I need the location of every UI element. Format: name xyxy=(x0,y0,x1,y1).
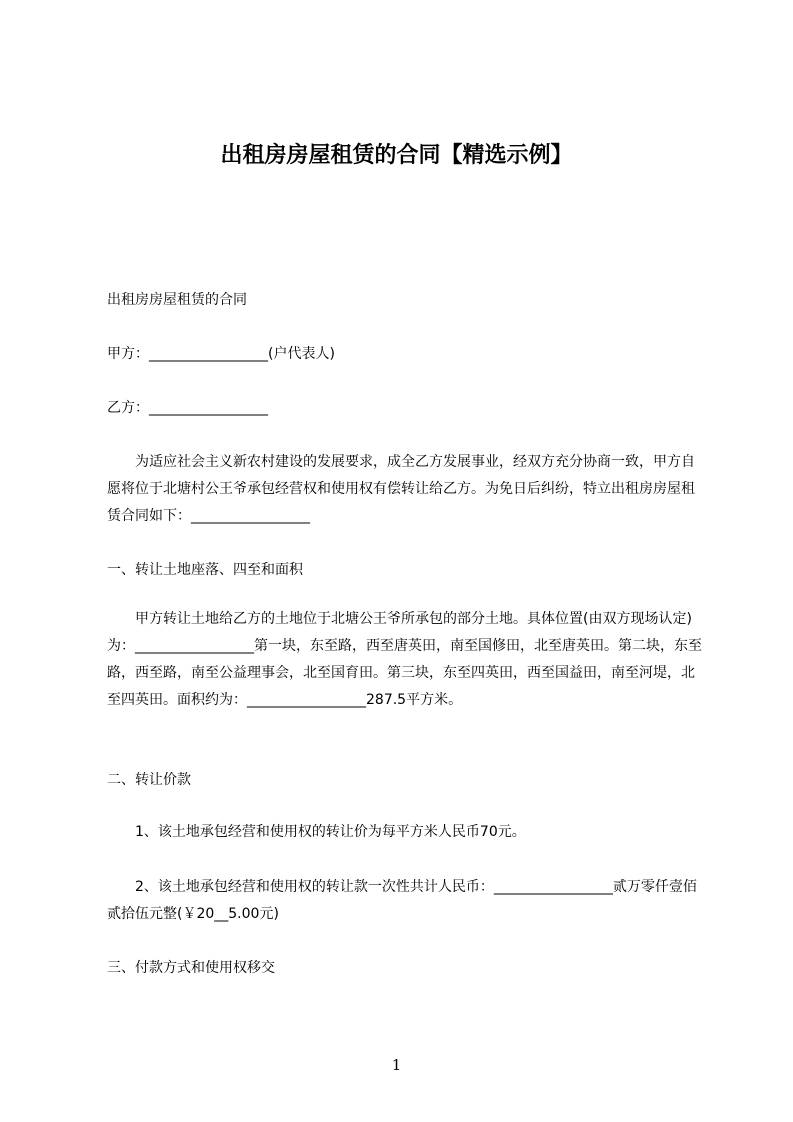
preamble-paragraph: 为适应社会主义新农村建设的发展要求，成全乙方发展事业，经双方充分协商一致，甲方自愿将位于北塘村公王爷承包经营权和使用权有偿转让给乙方。为免日后纠纷，特立出租房房屋租赁合同如下：_________________ xyxy=(107,454,695,524)
section-1-heading: 一、转让土地座落、四至和面积 xyxy=(107,562,303,578)
section-1-body: 甲方转让土地给乙方的土地位于北塘公王爷所承包的部分土地。具体位置(由双方现场认定)为：_________________第一块，东至路，西至唐英田，南至国修田，北至唐英田。第二块，东至路，西至路，南至公益理事会，北至国育田。第三块，东至四英田，西至国益田，南至河堤，北至四英田。面积约为：_________________287.5平方米。 xyxy=(107,611,702,708)
contract-heading: 出租房房屋租赁的合同 xyxy=(107,292,247,308)
section-2-heading: 二、转让价款 xyxy=(107,772,191,788)
document-title: 出租房房屋租赁的合同【精选示例】 xyxy=(220,143,573,168)
section-3-heading: 三、付款方式和使用权移交 xyxy=(107,960,275,976)
party-a-line: 甲方：_________________(户代表人) xyxy=(107,346,335,362)
page-number: 1 xyxy=(391,1056,402,1074)
clause-2-2: 2、该土地承包经营和使用权的转让款一次性共计人民币：_________________贰万零仟壹佰贰拾伍元整(￥20__5.00元) xyxy=(107,879,697,922)
party-b-line: 乙方：_________________ xyxy=(107,400,268,416)
clause-2-1: 1、该土地承包经营和使用权的转让价为每平方米人民币70元。 xyxy=(135,824,526,840)
